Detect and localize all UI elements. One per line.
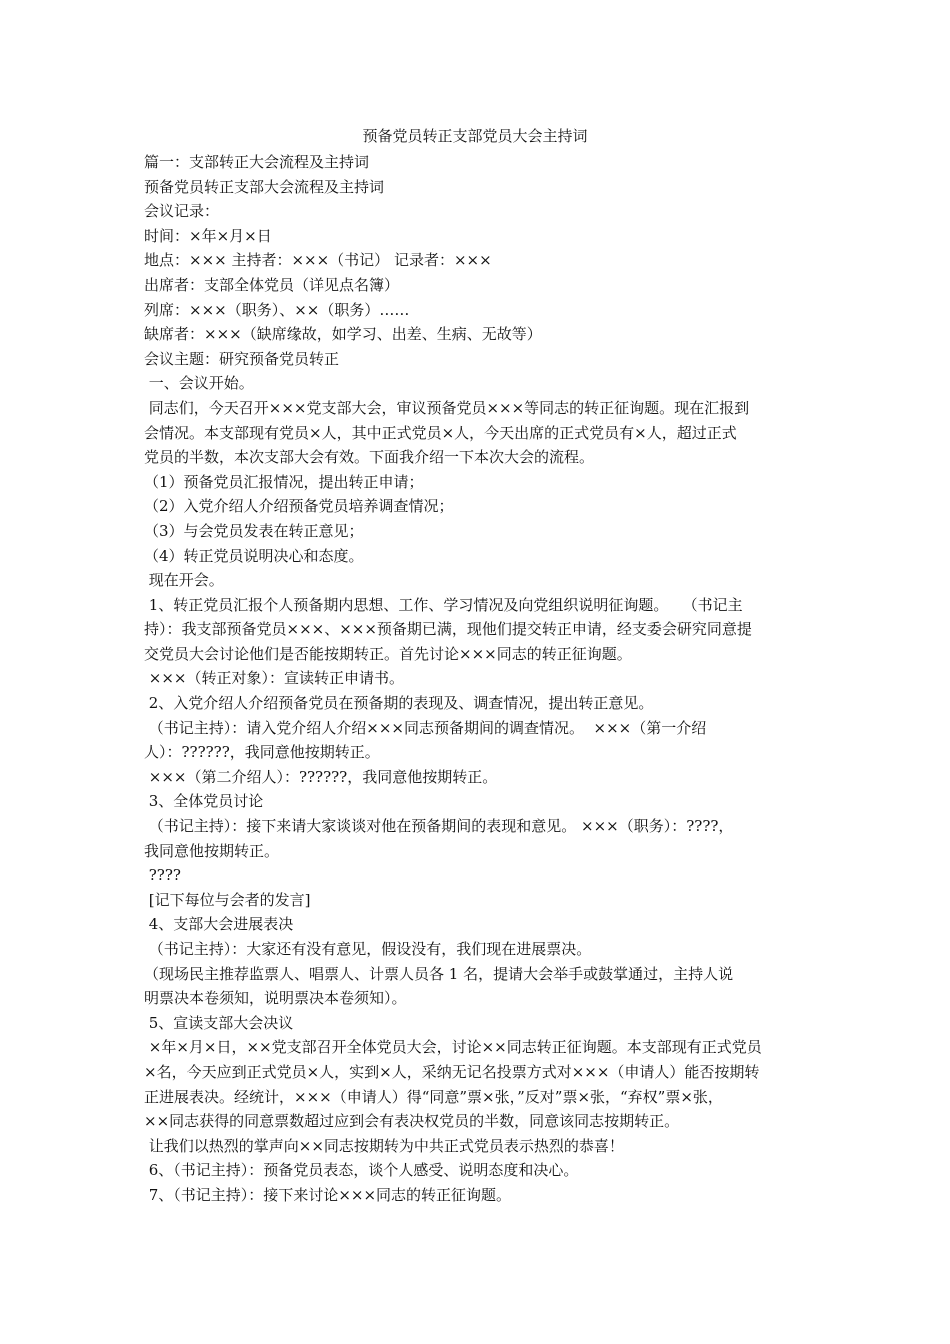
- document-line: [记下每位与会者的发言]: [144, 890, 311, 909]
- document-line: ××同志获得的同意票数超过应到会有表决权党员的半数，同意该同志按期转正。: [144, 1112, 680, 1131]
- document-line: 出席者：支部全体党员（详见点名簿）: [144, 275, 400, 294]
- document-line: 人）：??????，我同意他按期转正。: [144, 743, 380, 762]
- document-line: 会议记录：: [144, 202, 220, 221]
- document-line: （现场民主推荐监票人、唱票人、计票人员各 1 名，提请大会举手或鼓掌通过，主持人说: [144, 964, 734, 983]
- document-line: 让我们以热烈的掌声向××同志按期转为中共正式党员表示热烈的恭喜！: [144, 1136, 624, 1155]
- document-line: 1、转正党员汇报个人预备期内思想、工作、学习情况及向党组织说明征询题。 （书记主: [144, 595, 743, 614]
- document-line: （2）入党介绍人介绍预备党员培养调查情况；: [144, 497, 454, 516]
- document-line: 正进展表决。经统计，×××（申请人）得“同意”票×张，”反对”票×张，“弃权”票×张，: [144, 1087, 723, 1106]
- document-line: 一、会议开始。: [144, 374, 254, 393]
- document-body: [144, 150, 808, 1208]
- document-line: 明票决本卷须知，说明票决本卷须知）。: [144, 989, 407, 1008]
- document-line: 7、（书记主持）：接下来讨论×××同志的转正征询题。: [144, 1185, 512, 1204]
- document-line: ×××（转正对象）：宣读转正申请书。: [144, 669, 404, 688]
- document-line: （书记主持）：大家还有没有意见，假设没有，我们现在进展票决。: [144, 940, 592, 958]
- document-line: 党员的半数，本次支部大会有效。下面我介绍一下本次大会的流程。: [144, 448, 595, 467]
- document-line: （4）转正党员说明决心和态度。: [144, 546, 364, 565]
- document-line: 3、全体党员讨论: [144, 792, 264, 811]
- document-line: 会议主题：研究预备党员转正: [144, 349, 340, 368]
- document-line: ×年×月×日，××党支部召开全体党员大会，讨论××同志转正征询题。本支部现有正式党员: [144, 1038, 762, 1057]
- document-line: 我同意他按期转正。: [144, 841, 280, 860]
- document-line: 6、（书记主持）：预备党员表态，谈个人感受、说明态度和决心。: [144, 1161, 579, 1180]
- document-line: 列席：×××（职务）、××（职务）……: [144, 300, 410, 319]
- document-line: （3）与会党员发表在转正意见；: [144, 521, 364, 540]
- document-line: 同志们，今天召开×××党支部大会，审议预备党员×××等同志的转正征询题。现在汇报到: [144, 398, 750, 417]
- document-line: 预备党员转正支部大会流程及主持词: [144, 177, 385, 196]
- document-line: 缺席者：×××（缺席缘故，如学习、出差、生病、无故等）: [144, 325, 542, 344]
- document-line: （1）预备党员汇报情况，提出转正申请；: [144, 472, 424, 491]
- document-line: 交党员大会讨论他们是否能按期转正。首先讨论×××同志的转正征询题。: [144, 644, 632, 663]
- document-line: 4、支部大会进展表决: [144, 915, 294, 934]
- document-line: 5、宣读支部大会决议: [144, 1013, 294, 1032]
- document-title: 预备党员转正支部党员大会主持词: [362, 127, 588, 145]
- document-line: 会情况。本支部现有党员×人，其中正式党员×人，今天出席的正式党员有×人，超过正式: [144, 423, 737, 442]
- document-line: 持）：我支部预备党员×××、×××预备期已满，现他们提交转正申请，经支委会研究同意提: [144, 620, 752, 639]
- document-line: 2、入党介绍人介绍预备党员在预备期的表现及、调查情况，提出转正意见。: [144, 694, 654, 713]
- document-line: （书记主持）：接下来请大家谈谈对他在预备期间的表现和意见。 ×××（职务）：????，: [144, 817, 734, 836]
- document-line: ????: [144, 866, 181, 885]
- document-line: 时间：×年×月×日: [144, 226, 272, 245]
- document-line: 篇一：支部转正大会流程及主持词: [144, 153, 370, 171]
- document-line: （书记主持）：请入党介绍人介绍×××同志预备期间的调查情况。 ×××（第一介绍: [144, 718, 707, 737]
- document-line: 地点：××× 主持者：×××（书记） 记录者：×××: [144, 251, 492, 270]
- document-line: 现在开会。: [144, 571, 224, 590]
- document-line: ×××（第二介绍人）：??????，我同意他按期转正。: [144, 767, 498, 786]
- document-line: ×名，今天应到正式党员×人，实到×人，采纳无记名投票方式对×××（申请人）能否按期转: [144, 1062, 760, 1081]
